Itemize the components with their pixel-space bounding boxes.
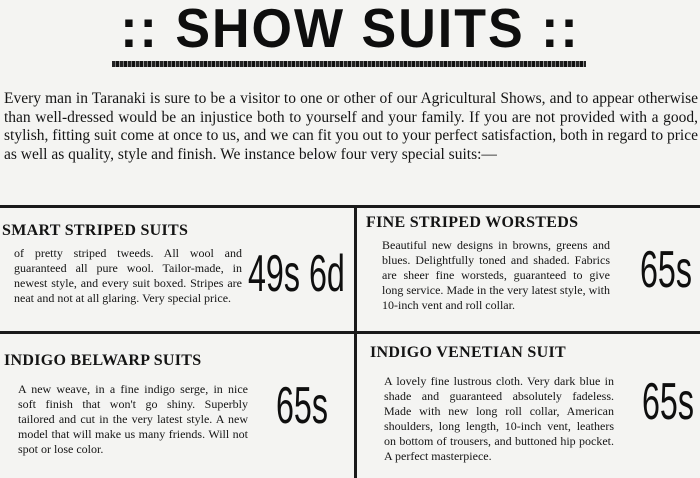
lower-column-divider [354, 334, 357, 478]
intro-paragraph: Every man in Taranaki is sure to be a visitor to one or other of our Agricultural Shows, and to appear otherwise than well-dressed would be an injustice both to yourself and your family. If you are not provided with a good, stylish, fitting suit come at once to us, and we can fit you out to your perfect satisfaction, both in regard to price as well as quality, style and finish. We instance below four very special suits:— [4, 90, 698, 163]
title-divider [112, 61, 586, 67]
suit-name: SMART STRIPED SUITS [2, 222, 189, 239]
middle-divider [0, 331, 700, 334]
suit-price: 65s [276, 377, 328, 435]
suit-name: FINE STRIPED WORSTEDS [366, 214, 579, 231]
suit-description: Beautiful new designs in browns, greens and blues. Delightfully toned and shaded. Fabrics are sheer fine worsteds, guaranteed to give long service. Made in the very latest style, with 10-inch vent and roll collar. [382, 238, 610, 312]
suit-panel-fine-worsteds [366, 214, 700, 326]
suit-description: A new weave, in a fine indigo serge, in nice soft finish that won't go shiny. Superbly tailored and cut in the very latest style. A new model that will make us many friends. Will not spot or lose color. [18, 382, 248, 456]
suit-description: A lovely fine lustrous cloth. Very dark blue in shade and guaranteed absolutely fadeless. Made with new long roll collar, American shoulders, long length, 10-inch vent, leathers on bottom of trousers, and buttoned hip pocket. A perfect masterpiece. [384, 374, 614, 463]
suit-description: of pretty striped tweeds. All wool and guaranteed all pure wool. Tailor-made, in newest style, and every suit boxed. Stripes are neat and not at all glaring. Very special price. [14, 246, 242, 305]
suit-panel-smart-striped [2, 222, 352, 326]
suit-name: INDIGO VENETIAN SUIT [370, 344, 566, 361]
top-divider [0, 205, 700, 208]
upper-column-divider [354, 207, 357, 331]
suit-price: 65s [642, 373, 694, 431]
suit-name: INDIGO BELWARP SUITS [4, 352, 202, 369]
suit-price: 65s [640, 241, 692, 299]
suit-panel-indigo-belwarp [4, 352, 352, 476]
suit-price: 49s 6d [248, 245, 345, 303]
suit-panel-indigo-venetian [370, 344, 700, 476]
page-title: :: SHOW SUITS :: [120, 0, 580, 60]
